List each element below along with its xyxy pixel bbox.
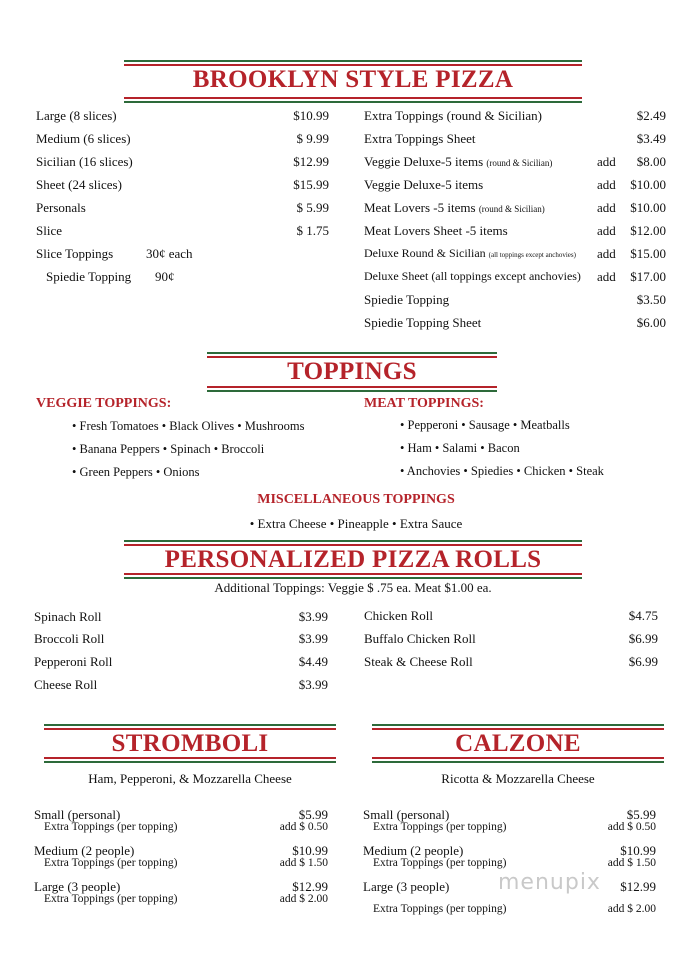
item-note: (all toppings except anchovies) [488,251,576,259]
extra-toppings-label: Extra Toppings (per topping) [373,903,507,915]
item-price: $5.99 [298,807,328,822]
rolls-title: PERSONALIZED PIZZA ROLLS [164,546,542,573]
extra-toppings-price: add $ 2.00 [279,893,328,905]
add-label: add [597,246,616,261]
list-item [364,246,576,261]
item-price: $10.99 [293,108,329,123]
calzone-title: CALZONE [455,730,581,757]
list-item: Cheese Roll [34,677,98,692]
item-price: $2.49 [636,108,666,123]
extra-toppings-price: add $ 1.50 [279,857,328,869]
veggie-toppings-title: VEGGIE TOPPINGS: [36,396,172,411]
stromboli-rule-bottom [44,757,336,763]
item-price: $12.99 [620,879,656,894]
menupix-watermark: menupix [498,870,601,895]
list-item: Extra Toppings (round & Sicilian) [364,108,542,123]
item-note: (round & Sicilian) [478,204,545,214]
toppings-rule-bottom [207,386,497,392]
item-price: $10.00 [630,200,666,215]
stromboli-description: Ham, Pepperoni, & Mozzarella Cheese [88,771,292,786]
slice-toppings-price: 30¢ each [146,246,193,261]
list-item: Sheet (24 slices) [36,177,122,192]
list-item: Deluxe Sheet (all toppings except anchovies) [364,269,581,283]
calzone-description: Ricotta & Mozzarella Cheese [441,771,595,786]
item-price: $6.00 [636,315,666,330]
extra-toppings-label: Extra Toppings (per topping) [44,857,178,869]
meat-toppings-line: • Anchovies • Spiedies • Chicken • Steak [400,464,604,478]
veggie-toppings-line: • Green Peppers • Onions [72,465,200,479]
list-item: Medium (2 people) [363,843,464,858]
pizza-title: BROOKLYN STYLE PIZZA [192,66,514,93]
item-price: $6.99 [628,654,658,669]
list-item: Large (8 slices) [36,108,117,123]
list-item: Broccoli Roll [34,631,105,646]
pizza-rule-bottom [124,97,582,103]
list-item: Medium (2 people) [34,843,135,858]
item-price: $3.99 [298,631,328,646]
slice-toppings-label: Slice Toppings [36,246,114,261]
extra-toppings-price: add $ 2.00 [607,903,656,915]
list-item: Personals [36,200,86,215]
spiedie-topping-price: 90¢ [155,269,175,284]
item-price: $10.99 [620,843,656,858]
item-name: Deluxe Round & Sicilian [364,246,486,260]
meat-toppings-line: • Pepperoni • Sausage • Meatballs [400,418,570,432]
extra-toppings-label: Extra Toppings (per topping) [44,893,178,905]
item-price: $ 1.75 [296,223,329,238]
item-price: $3.99 [298,609,328,624]
item-price: $8.00 [636,154,666,169]
list-item: Steak & Cheese Roll [364,654,473,669]
list-item [364,154,552,170]
item-price: $12.00 [630,223,666,238]
rolls-additional-toppings: Additional Toppings: Veggie $ .75 ea. Meat $1.00 ea. [214,580,492,595]
add-label: add [597,177,616,192]
item-price: $10.99 [292,843,328,858]
item-price: $12.99 [293,154,329,169]
extra-toppings-label: Extra Toppings (per topping) [373,821,507,833]
list-item: Spinach Roll [34,609,102,624]
item-price: $ 5.99 [296,200,329,215]
list-item: Slice [36,223,62,238]
extra-toppings-price: add $ 0.50 [279,821,328,833]
misc-toppings-line: • Extra Cheese • Pineapple • Extra Sauce [249,516,463,531]
item-price: $3.49 [636,131,666,146]
extra-toppings-label: Extra Toppings (per topping) [44,821,178,833]
add-label: add [597,223,616,238]
list-item: Veggie Deluxe-5 items [364,177,484,192]
list-item: Sicilian (16 slices) [36,154,133,169]
list-item: Spiedie Topping Sheet [364,315,482,330]
misc-toppings-title: MISCELLANEOUS TOPPINGS [257,492,455,507]
item-price: $5.99 [626,807,656,822]
extra-toppings-label: Extra Toppings (per topping) [373,857,507,869]
veggie-toppings-line: • Fresh Tomatoes • Black Olives • Mushrooms [72,419,305,433]
list-item: Extra Toppings Sheet [364,131,476,146]
item-price: $10.00 [630,177,666,192]
item-price: $15.00 [630,246,666,261]
list-item [364,200,545,216]
extra-toppings-price: add $ 1.50 [607,857,656,869]
list-item: Small (personal) [363,807,450,822]
list-item: Large (3 people) [363,879,450,894]
meat-toppings-line: • Ham • Salami • Bacon [400,441,520,455]
item-price: $12.99 [292,879,328,894]
spiedie-topping-label: Spiedie Topping [46,269,132,284]
add-label: add [597,154,616,169]
item-price: $3.50 [636,292,666,307]
stromboli-title: STROMBOLI [111,730,269,757]
list-item: Buffalo Chicken Roll [364,631,476,646]
list-item: Chicken Roll [364,608,433,623]
item-price: $15.99 [293,177,329,192]
list-item: Large (3 people) [34,879,121,894]
add-label: add [597,269,616,284]
list-item: Pepperoni Roll [34,654,113,669]
add-label: add [597,200,616,215]
item-price: $ 9.99 [296,131,329,146]
item-price: $6.99 [628,631,658,646]
list-item: Small (personal) [34,807,121,822]
list-item: Meat Lovers Sheet -5 items [364,223,508,238]
list-item: Spiedie Topping [364,292,450,307]
item-price: $4.49 [298,654,328,669]
item-price: $17.00 [630,269,666,284]
calzone-rule-bottom [372,757,664,763]
item-name: Meat Lovers -5 items [364,200,476,215]
toppings-title: TOPPINGS [287,358,417,385]
item-note: (round & Sicilian) [486,158,553,168]
item-name: Veggie Deluxe-5 items [364,154,484,169]
list-item: Medium (6 slices) [36,131,131,146]
item-price: $4.75 [628,608,658,623]
rolls-rule-bottom [124,573,582,579]
extra-toppings-price: add $ 0.50 [607,821,656,833]
item-price: $3.99 [298,677,328,692]
meat-toppings-title: MEAT TOPPINGS: [364,396,484,411]
veggie-toppings-line: • Banana Peppers • Spinach • Broccoli [72,442,265,456]
